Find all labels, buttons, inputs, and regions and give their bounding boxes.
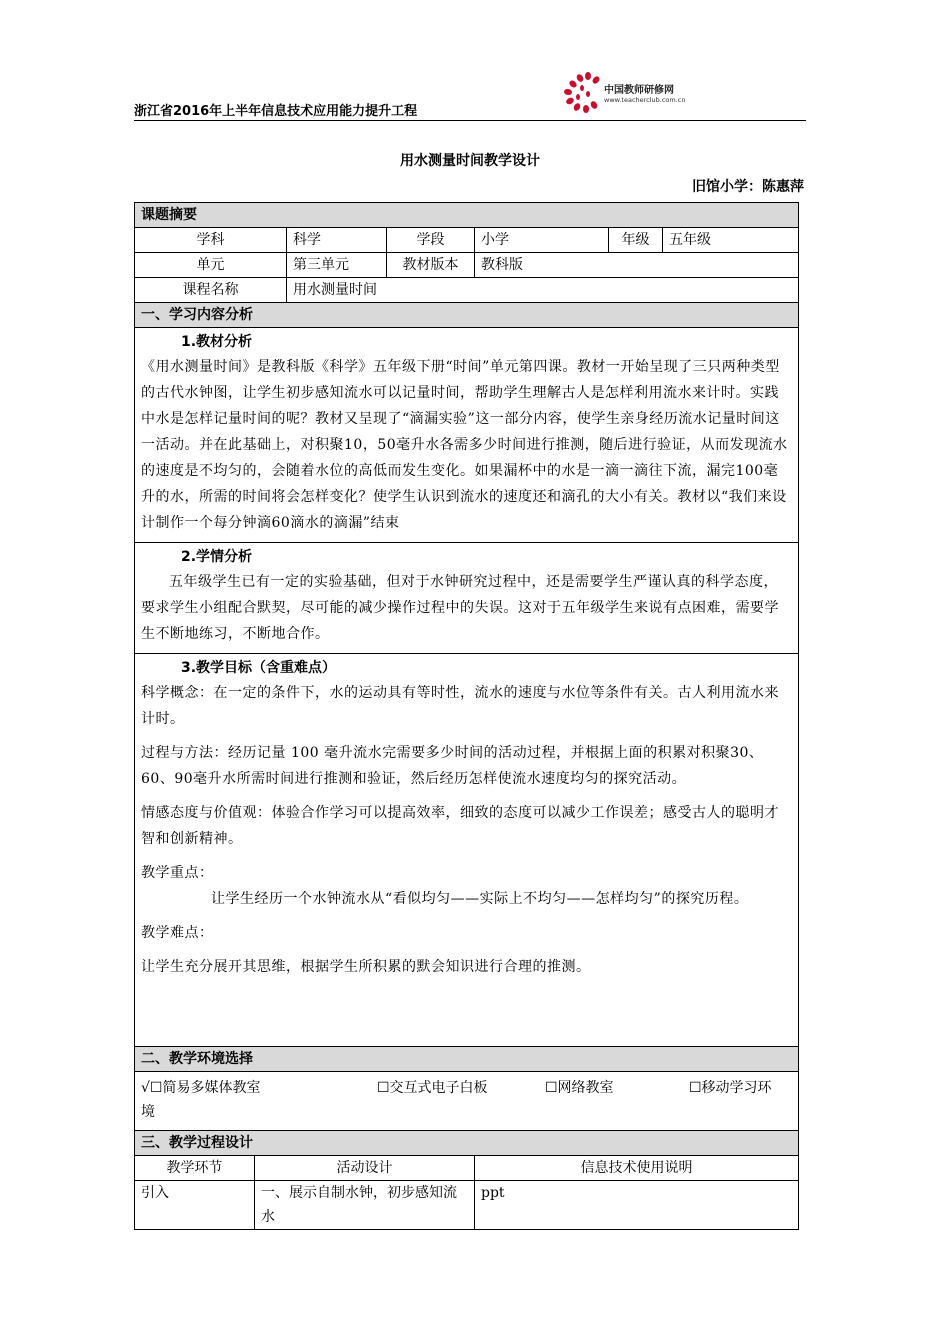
section3-heading: 三、教学过程设计 [135,1131,799,1156]
learner-analysis-title: 2.学情分析 [181,549,253,565]
project-title: 浙江省2016年上半年信息技术应用能力提升工程 [134,104,418,119]
lesson-plan-table [134,202,799,1230]
grade-label: 年级 [609,228,663,253]
author-line: 旧馆小学：陈惠萍 [692,179,804,195]
option-simple-multimedia[interactable]: √☐简易多媒体教室 [141,1080,261,1096]
process-row-activity: 一、展示自制水钟，初步感知流水 [255,1181,475,1230]
textbook-analysis [135,328,799,543]
difficulty-text: 让学生充分展开其思维，根据学生所积累的默会知识进行合理的推测。 [141,959,591,975]
col-it-header: 信息技术使用说明 [475,1156,799,1181]
logo-url: www.teacherclub.com.cn [604,96,686,104]
section-summary-heading: 课题摘要 [135,203,799,228]
edition-label: 教材版本 [387,253,475,278]
option-interactive-whiteboard[interactable]: ☐交互式电子白板 [377,1080,488,1096]
col-stage-header: 教学环节 [135,1156,255,1181]
section2-heading: 二、教学环境选择 [135,1047,799,1072]
textbook-analysis-title: 1.教材分析 [181,334,253,350]
unit-label: 单元 [135,253,287,278]
option-mobile-learning[interactable]: ☐移动学习环 [689,1080,772,1096]
process-row-it: ppt [475,1181,799,1230]
option-mobile-learning-wrap: 境 [141,1104,155,1120]
stage-label: 学段 [387,228,475,253]
section1-heading: 一、学习内容分析 [135,303,799,328]
course-value: 用水测量时间 [287,278,799,303]
goal-concept: 科学概念：在一定的条件下，水的运动具有等时性，流水的速度与水位等条件有关。古人利用流水来计时。 [141,685,779,727]
unit-value: 第三单元 [287,253,387,278]
logo-mark-icon [558,68,606,114]
key-point-label: 教学重点： [141,865,214,881]
learner-analysis [135,543,799,654]
subject-value: 科学 [287,228,387,253]
grade-value: 五年级 [663,228,799,253]
key-point-text: 让学生经历一个水钟流水从“看似均匀——实际上不均匀——怎样均匀”的探究历程。 [211,891,749,907]
page-header [134,60,806,121]
option-network-classroom[interactable]: ☐网络教室 [545,1080,614,1096]
goal-attitude: 情感态度与价值观：体验合作学习可以提高效率，细致的态度可以减少工作误差；感受古人的聪明才智和创新精神。 [141,805,779,847]
col-activity-header: 活动设计 [255,1156,475,1181]
subject-label: 学科 [135,228,287,253]
logo-name: 中国教师研修网 [604,85,674,96]
teaching-goals-title: 3.教学目标（含重难点） [181,660,337,676]
environment-options [135,1072,799,1131]
process-row-stage: 引入 [135,1181,255,1230]
edition-value: 教科版 [475,253,799,278]
textbook-analysis-text: 《用水测量时间》是教科版《科学》五年级下册“时间”单元第四课。教材一开始呈现了三只两种类型的古代水钟图，让学生初步感知流水可以记量时间，帮助学生理解古人是怎样利用流水来计时。实践中水是怎样记量时间的呢？教材又呈现了“滴漏实验”这一部分内容，使学生亲身经历流水记量时间这一活动。并在此基础上，对积聚10，50毫升水各需多少时间进行推测，随后进行验证，从而发现流水的速度是不均匀的，会随着水位的高低而发生变化。如果漏杯中的水是一滴一滴往下流，漏完100毫升的水，所需的时间将会怎样变化？使学生认识到流水的速度还和滴孔的大小有关。教材以“我们来设计制作一个每分钟滴60滴水的滴漏”结束 [141,359,788,531]
logo [558,68,708,114]
course-label: 课程名称 [135,278,287,303]
goal-process: 过程与方法：经历记量 100 毫升流水完需要多少时间的活动过程，并根据上面的积累对积聚30、60、90毫升水所需时间进行推测和验证，然后经历怎样使流水速度均匀的探究活动。 [141,745,764,787]
teaching-goals [135,654,799,1047]
document-title: 用水测量时间教学设计 [400,153,540,169]
stage-value: 小学 [475,228,609,253]
difficulty-label: 教学难点： [141,925,214,941]
learner-analysis-text: 五年级学生已有一定的实验基础，但对于水钟研究过程中，还是需要学生严谨认真的科学态度，要求学生小组配合默契，尽可能的减少操作过程中的失误。这对于五年级学生来说有点困难，需要学生不断地练习，不断地合作。 [141,574,779,642]
